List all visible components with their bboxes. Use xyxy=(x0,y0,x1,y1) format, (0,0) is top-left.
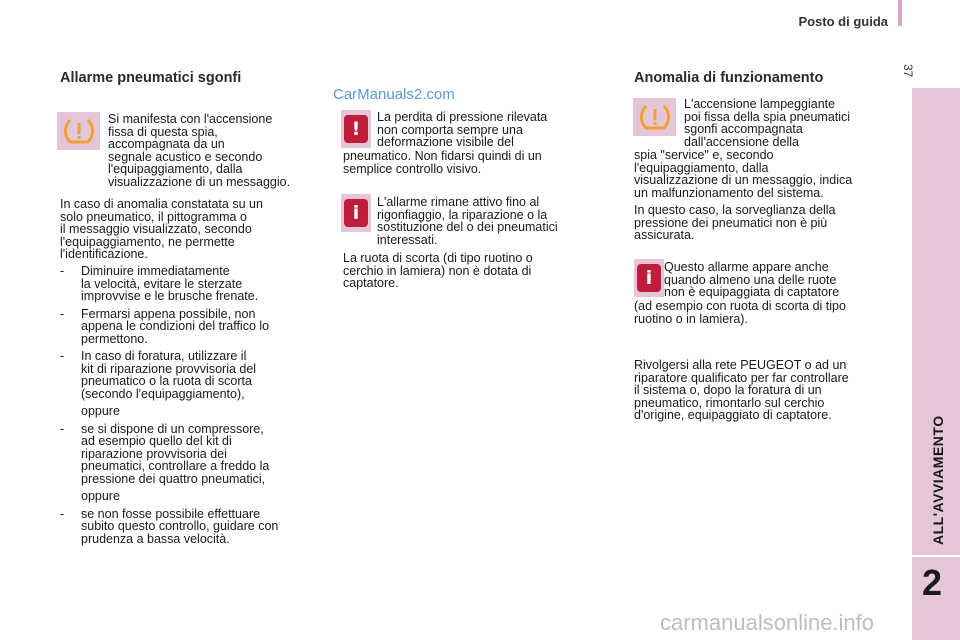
text-line: Questo allarme appare anche xyxy=(664,260,829,274)
list-item xyxy=(60,490,335,503)
list-dash: - xyxy=(60,264,65,278)
text-line: pneumatici, controllare a freddo la xyxy=(81,459,270,473)
text-line: ad esempio quello del kit di xyxy=(81,434,232,448)
text-line: improvvise e le brusche frenate. xyxy=(81,289,259,303)
text-line: il messaggio visualizzato, secondo xyxy=(60,222,252,236)
text-line: cerchio in lamiera) non è dotata di xyxy=(343,263,532,278)
text-line: oppure xyxy=(81,404,120,418)
text-line: semplice controllo visivo. xyxy=(343,161,482,176)
right-intro-tail xyxy=(634,149,852,199)
running-header: Posto di guida xyxy=(798,14,888,29)
text-line: pneumatico, rimontarlo sul cerchio xyxy=(634,395,825,410)
watermark-bottom: carmanualsonline.info xyxy=(660,610,875,635)
text-line: l'equipaggiamento, dalla xyxy=(634,160,769,175)
text-line: deformazione visibile del xyxy=(377,135,514,149)
text-line: (ad esempio con ruota di scorta di tipo xyxy=(634,299,846,313)
list-item xyxy=(60,508,335,546)
list-dash: - xyxy=(60,306,65,321)
text-line: sgonfi accompagnata xyxy=(684,122,803,136)
tyre-pressure-warning-icon xyxy=(57,112,100,150)
list-item xyxy=(60,308,335,346)
note2-text xyxy=(377,196,558,246)
text-line: visualizzazione di un messaggio, indica xyxy=(634,173,853,187)
text-line: Si manifesta con l'accensione xyxy=(108,112,273,126)
text-line: rigonfiaggio, la riparazione o la xyxy=(377,207,548,222)
text-line: l'identificazione. xyxy=(60,247,148,261)
text-line: In caso di anomalia constatata su un xyxy=(60,197,263,211)
right-note-tail xyxy=(634,300,846,325)
text-line: (secondo l'equipaggiamento), xyxy=(81,386,245,401)
header-accent-bar xyxy=(898,0,902,26)
text-line: pneumatico. Non fidarsi quindi di un xyxy=(343,149,542,163)
warning-exclamation-icon: ! xyxy=(344,115,368,143)
text-line: La perdita di pressione rilevata xyxy=(377,110,548,124)
right-note-head xyxy=(664,261,839,299)
text-line: fissa di questa spia, xyxy=(108,124,218,139)
text-line: ruotino o in lamiera). xyxy=(634,311,748,326)
note1-text-head xyxy=(377,111,547,149)
text-line: appena le condizioni del traffico lo xyxy=(81,319,270,333)
text-line: spia "service" e, secondo xyxy=(634,148,774,162)
chapter-label: ALL'AVVIAMENTO xyxy=(930,415,946,545)
right-intro-head xyxy=(684,98,850,148)
text-line: il sistema o, dopo la foratura di un xyxy=(634,383,822,397)
note1-text-tail xyxy=(343,150,542,175)
text-line: sostituzione del o dei pneumatici xyxy=(377,220,558,234)
chapter-number: 2 xyxy=(922,562,943,603)
list-dash: - xyxy=(60,506,65,521)
text-line: Rivolgersi alla rete PEUGEOT o ad un xyxy=(634,358,847,372)
right-paragraph-2 xyxy=(634,359,849,422)
text-line: assicurata. xyxy=(634,228,695,242)
left-intro xyxy=(108,113,290,188)
text-line: d'origine, equipaggiato di captatore. xyxy=(634,408,832,422)
text-line: se si dispone di un compressore, xyxy=(81,421,264,436)
list-item xyxy=(60,405,335,418)
text-line: La ruota di scorta (di tipo ruotino o xyxy=(343,251,533,265)
chapter-side-tab xyxy=(912,88,960,640)
text-line: prudenza a bassa velocità. xyxy=(81,531,230,546)
text-line: non è equipaggiata di captatore xyxy=(664,285,840,299)
text-line: solo pneumatico, il pittogramma o xyxy=(60,209,247,224)
text-line: un malfunzionamento del sistema. xyxy=(634,185,824,200)
note-icon-box xyxy=(341,194,371,232)
list-dash: - xyxy=(60,421,65,436)
instruction-list xyxy=(60,265,335,545)
text-line: oppure xyxy=(81,489,120,503)
text-line: interessati. xyxy=(377,232,438,247)
info-i-icon: i xyxy=(637,264,661,292)
text-line: In caso di foratura, utilizzare il xyxy=(81,349,247,363)
right-paragraph-1 xyxy=(634,204,836,242)
middle-paragraph xyxy=(343,252,533,290)
note-icon-box xyxy=(341,110,371,148)
text-line: In questo caso, la sorveglianza della xyxy=(634,203,836,217)
info-i-icon: i xyxy=(344,199,368,227)
text-line: pressione dei quattro pneumatici, xyxy=(81,471,266,486)
section-title-right: Anomalia di funzionamento xyxy=(634,70,824,86)
list-item xyxy=(60,423,335,486)
text-line: L'allarme rimane attivo fino al xyxy=(377,195,540,209)
text-line: pressione dei pneumatici non è più xyxy=(634,215,828,230)
text-line: non comporta sempre una xyxy=(377,122,523,137)
text-line: l'equipaggiamento, ne permette xyxy=(60,234,235,249)
text-line: permettono. xyxy=(81,331,148,346)
text-line: captatore. xyxy=(343,276,399,290)
text-line: subito questo controllo, guidare con xyxy=(81,519,279,533)
text-line: dall'accensione della xyxy=(684,134,799,149)
text-line: Fermarsi appena possibile, non xyxy=(81,306,256,321)
note-icon-box xyxy=(634,259,664,297)
text-line: visualizzazione di un messaggio. xyxy=(108,174,291,189)
text-line: quando almeno una delle ruote xyxy=(664,272,837,287)
list-item xyxy=(60,350,335,400)
list-item xyxy=(60,265,335,303)
text-line: se non fosse possibile effettuare xyxy=(81,506,261,521)
watermark-top: CarManuals2.com xyxy=(333,86,455,103)
text-line: pneumatico o la ruota di scorta xyxy=(81,374,252,388)
text-line: accompagnata da un xyxy=(108,137,225,151)
text-line: segnale acustico e secondo xyxy=(108,149,263,164)
chapter-divider xyxy=(912,555,960,557)
text-line: kit di riparazione provvisoria del xyxy=(81,361,257,376)
text-line: Diminuire immediatamente xyxy=(81,264,230,278)
tyre-pressure-warning-icon xyxy=(633,98,676,136)
text-line: l'equipaggiamento, dalla xyxy=(108,162,243,176)
text-line: riparazione provvisoria dei xyxy=(81,446,227,461)
section-title-left: Allarme pneumatici sgonfi xyxy=(60,70,242,86)
text-line: L'accensione lampeggiante xyxy=(684,97,836,111)
list-dash: - xyxy=(60,349,65,363)
page-number: 37 xyxy=(901,64,915,78)
text-line: riparatore qualificato per far controllare xyxy=(634,370,849,385)
left-paragraph xyxy=(60,198,263,261)
text-line: poi fissa della spia pneumatici xyxy=(684,109,851,124)
text-line: la velocità, evitare le sterzate xyxy=(81,276,243,291)
